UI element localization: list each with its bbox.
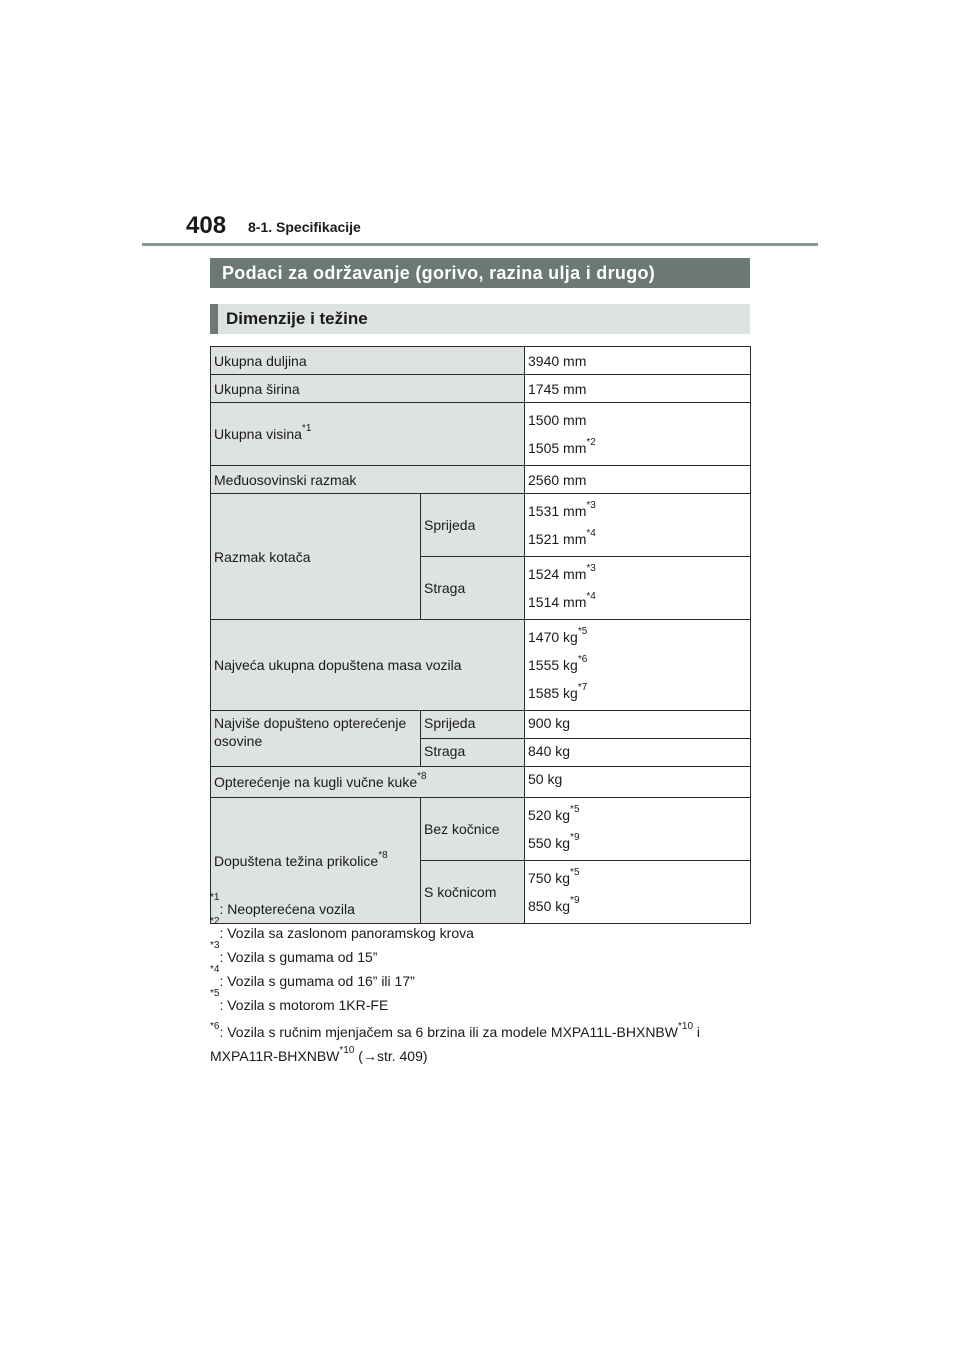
subsection-heading: Dimenzije i težine <box>210 304 750 334</box>
row-label: Opterećenje na kugli vučne kuke$^{*8}$ <box>211 767 525 798</box>
header-divider <box>142 243 818 246</box>
footnote: $^{*6}$: Vozila s ručnim mjenjačem sa 6 brzina ili za modele MXPA11L-BHXNBW$^{*10}$ i MXPA11R-BHXNBW$^{*10}$ (→str. 409) <box>210 1021 701 1064</box>
row-value: 2560 mm <box>525 466 751 494</box>
sub-label: Straga <box>421 739 525 767</box>
row-label: Ukupna širina <box>211 375 525 403</box>
table-row <box>211 347 751 375</box>
row-value: 520 $kg^{*5}$ 550 $kg^{*9}$ <box>525 798 751 861</box>
footnote: $^{*5}$ : Vozila s motorom 1KR-FE <box>210 988 389 1013</box>
row-label: Dopuštena težina prikolice$^{*8}$ <box>211 798 421 924</box>
row-label: Razmak kotača <box>211 494 421 620</box>
row-label: Ukupna duljina <box>211 347 525 375</box>
row-label: Najveća ukupna dopuštena masa vozila <box>211 620 525 711</box>
footnote: $^{*2}$ : Vozila sa zaslonom panoramskog krova <box>210 916 474 941</box>
footnote: $^{*1}$ : Neopterećena vozila <box>210 892 355 917</box>
row-value: 3940 mm <box>525 347 751 375</box>
row-value: 1745 mm <box>525 375 751 403</box>
page-title: Podaci za održavanje (gorivo, razina ulja i drugo) <box>210 258 750 288</box>
table-row <box>211 798 751 861</box>
footnote: $^{*4}$ : Vozila s gumama od 16” ili 17” <box>210 964 415 989</box>
row-value: 900 kg <box>525 711 751 739</box>
row-value: 1531 $mm^{*3}$ 1521 $mm^{*4}$ <box>525 494 751 557</box>
sub-label: Bez kočnice <box>421 798 525 861</box>
table-row <box>211 466 751 494</box>
sub-label: Sprijeda <box>421 711 525 739</box>
row-value: 1524 $mm^{*3}$ 1514 $mm^{*4}$ <box>525 557 751 620</box>
row-value: 750 $kg^{*5}$ 850 $kg^{*9}$ <box>525 861 751 924</box>
sub-label: S kočnicom <box>421 861 525 924</box>
row-value: 1500 mm 1505 $mm^{*2}$ <box>525 403 751 466</box>
row-label: Ukupna visina$^{*1}$ <box>211 403 525 466</box>
table-row <box>211 403 751 466</box>
page-number: 408 <box>186 212 227 239</box>
table-row <box>211 711 751 739</box>
table-row <box>211 494 751 557</box>
footnote: $^{*3}$ : Vozila s gumama od 15” <box>210 940 378 965</box>
row-value: 1470 $kg^{*5}$ 1555 $kg^{*6}$ 1585 $kg^{*7}$ <box>525 620 751 711</box>
dimensions-table <box>210 346 751 924</box>
row-label: Međuosovinski razmak <box>211 466 525 494</box>
sub-label: Straga <box>421 557 525 620</box>
row-value: 50 kg <box>525 767 751 798</box>
table-row <box>211 620 751 711</box>
row-label: Najviše dopušteno opterećenje osovine <box>211 711 421 767</box>
table-row <box>211 767 751 798</box>
row-value: 840 kg <box>525 739 751 767</box>
table-row <box>211 375 751 403</box>
sub-label: Sprijeda <box>421 494 525 557</box>
section-title: 8-1. Specifikacije <box>248 219 361 235</box>
